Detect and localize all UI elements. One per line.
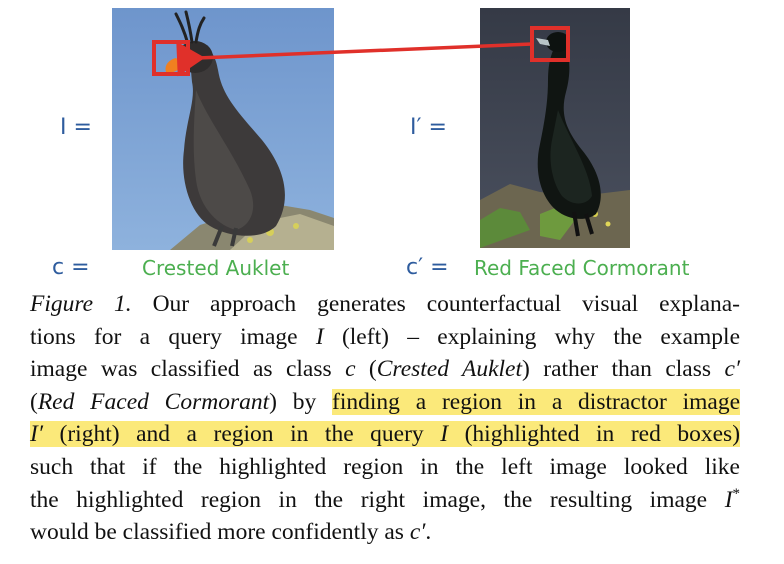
caption-line-3: image was classified as class c (Crested Auklet) rather than class c′ [30,356,741,383]
highlighted-phrase-1: finding a region in a distractor image [332,388,741,415]
caption-line-5 [30,418,740,451]
caption-line-2: tions for a query image I (left) – explaining why the example [30,323,741,350]
query-class-name: Crested Auklet [142,256,290,280]
query-image [112,8,334,250]
caption-line-6: such that if the highlighted region in the left image looked like [30,453,740,480]
caption-line-7: the highlighted region in the right image, the resulting image I* [30,485,741,513]
caption-line-8: would be classified more confidently as c′. [30,519,432,546]
highlighted-phrase-2: I′ (right) and a region in the query I (highlighted in red boxes) [30,421,741,448]
caption-line-4: (Red Faced Cormorant) by finding a region in a distractor image [30,388,741,415]
figure-number: Figure 1. [30,291,132,317]
caption-line-1: Figure 1. Our approach generates counterfactual visual explana- [30,291,741,317]
query-class-label: c = [52,255,90,280]
distractor-image-label: I′ = [410,115,447,140]
query-image-label: I = [60,115,92,140]
distractor-class-name: Red Faced Cormorant [474,256,690,280]
distractor-class-label: c′ = [406,255,449,280]
figure-caption [30,288,740,549]
